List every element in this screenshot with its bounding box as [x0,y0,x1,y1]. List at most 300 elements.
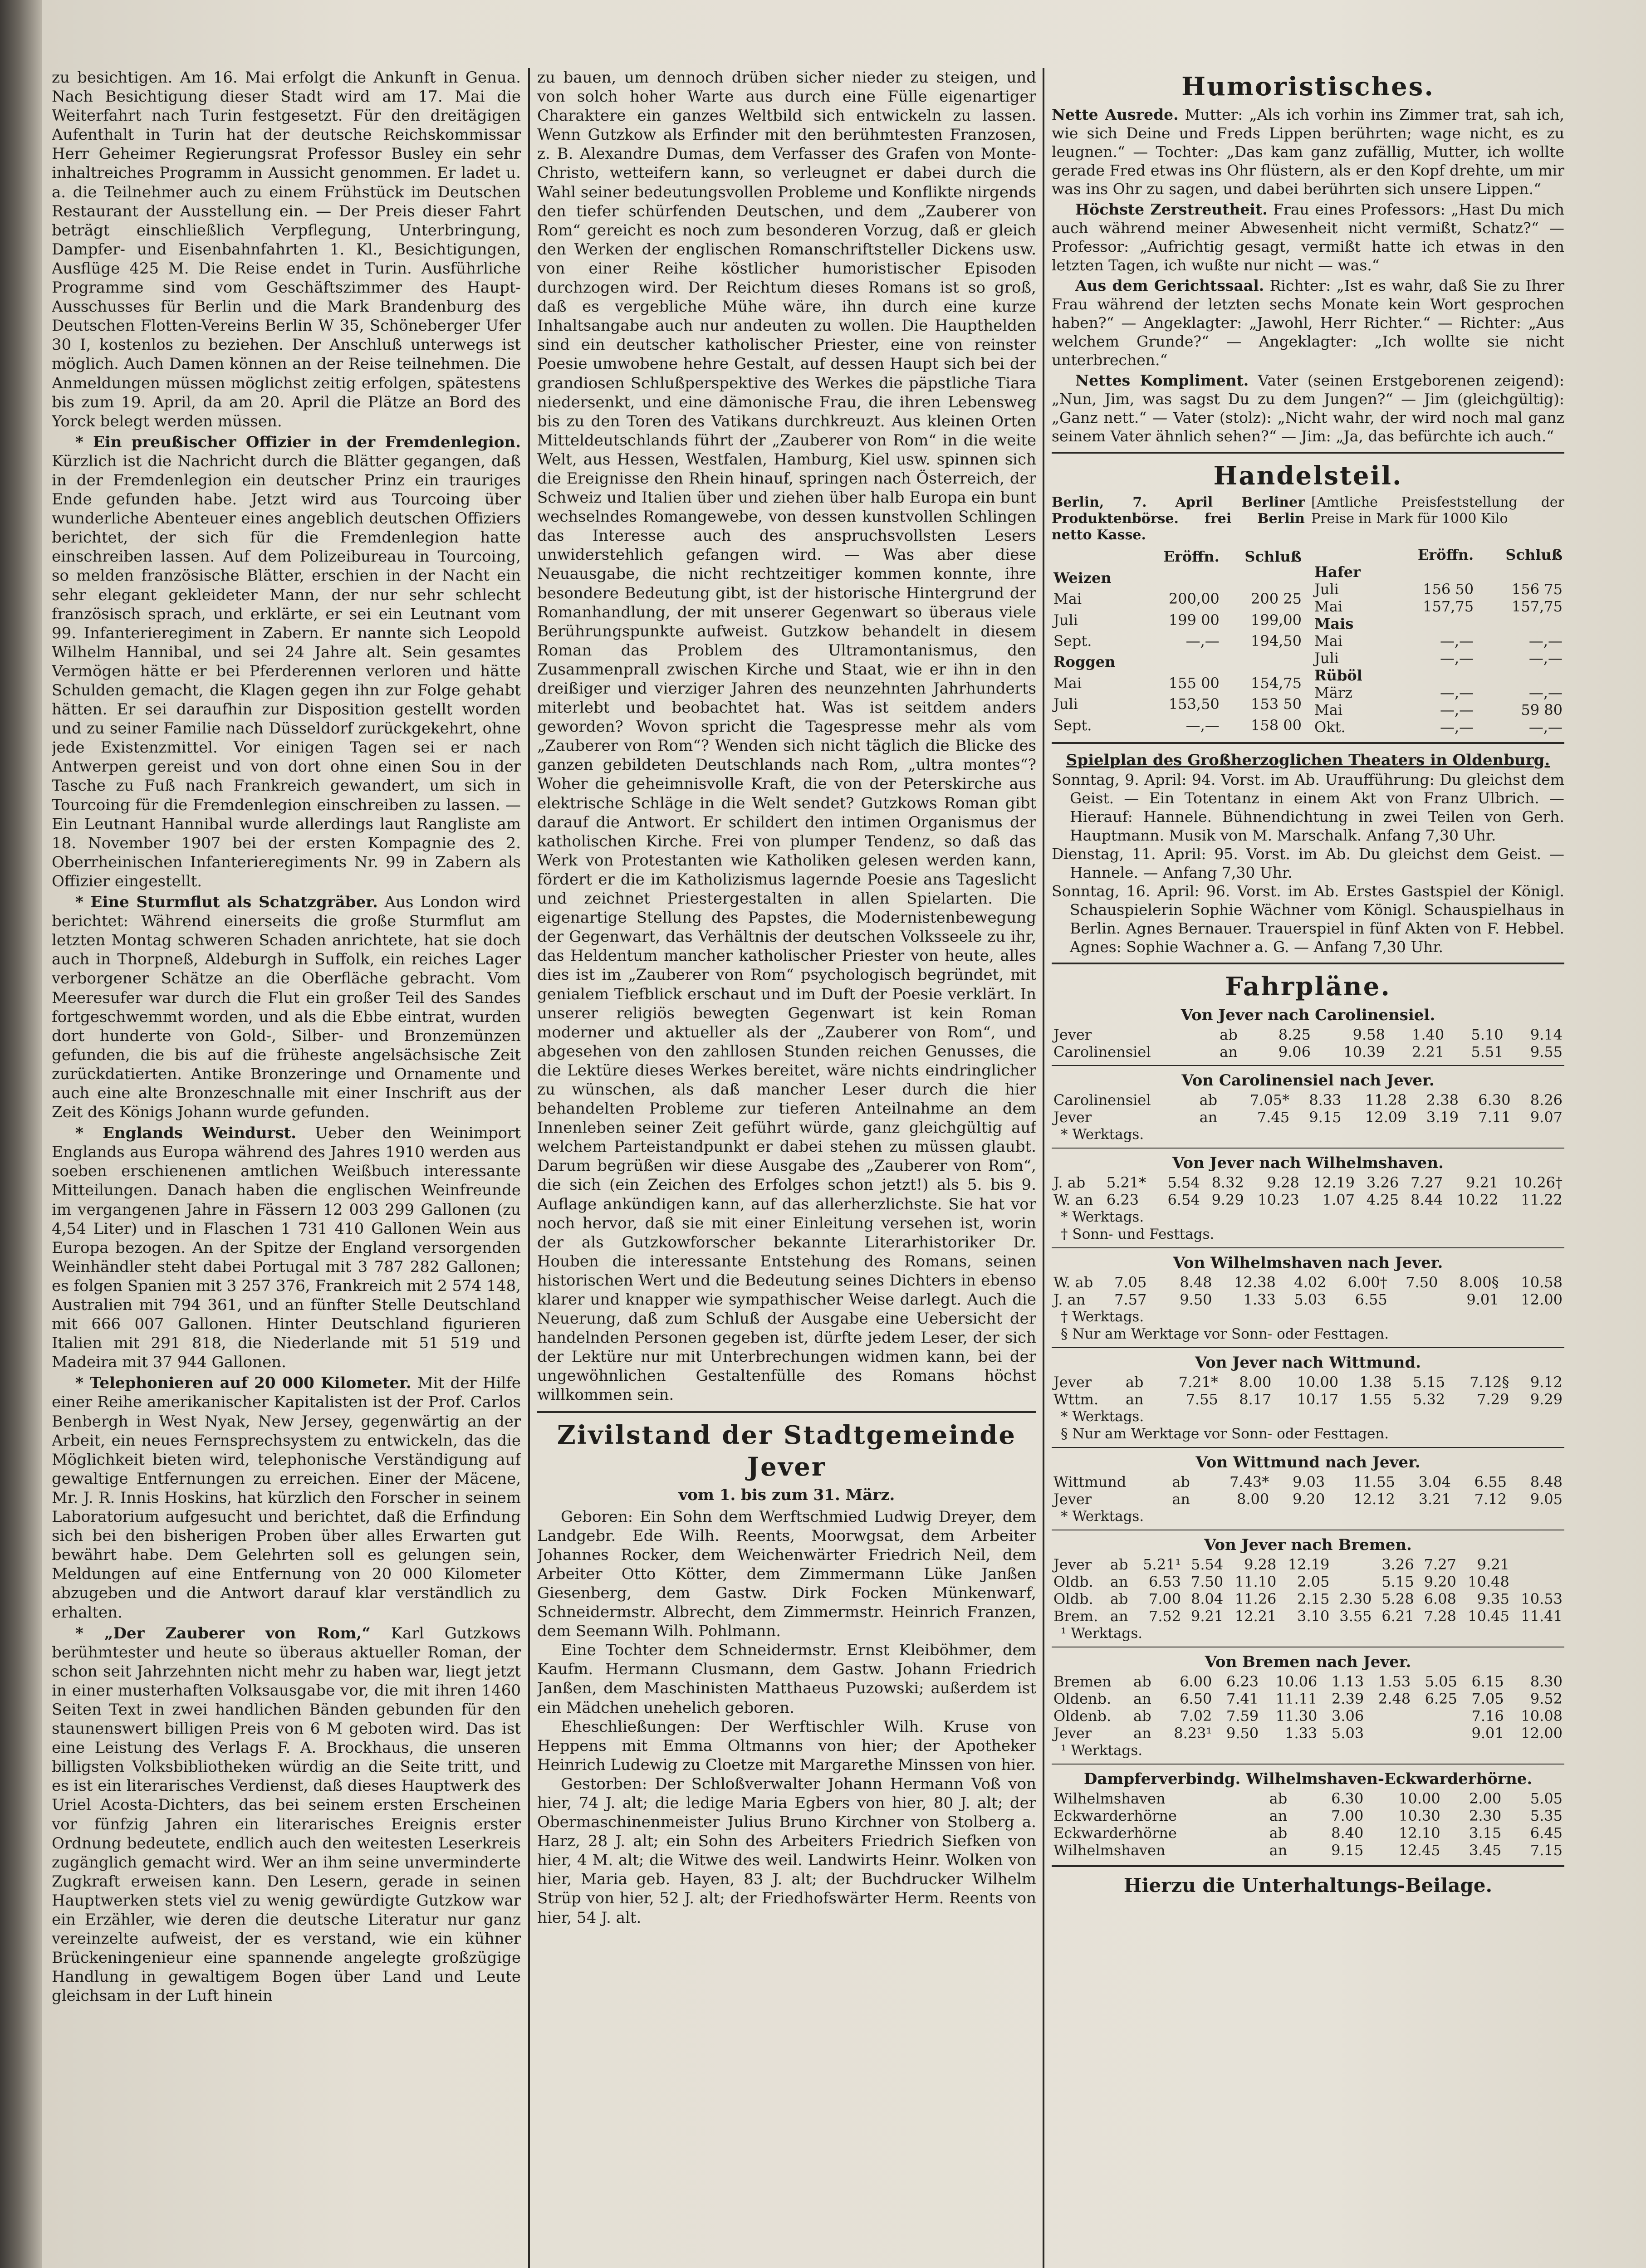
section-rule [1052,452,1564,454]
time-cell: 10.45 [1468,1608,1509,1625]
time-cell: ab [1133,1673,1151,1690]
time-cell: 10.22 [1456,1191,1499,1208]
book-gutter [0,0,42,2268]
station-name: Jever [1053,1374,1092,1391]
route-row [1052,1291,1564,1308]
time-cell: 10.00 [1398,1790,1440,1807]
dampfer-title: Dampferverbindg. Wilhelmshaven-Eckwarderhörne. [1083,1770,1533,1788]
time-cell: 3.06 [1331,1707,1364,1725]
route-row [1052,1374,1564,1391]
handel-header-schluss: Schluß [1244,548,1302,566]
time-cell: 6.00 [1180,1673,1212,1690]
time-cell: 7.05* [1249,1091,1290,1109]
station-name: W. ab [1053,1274,1093,1291]
time-cell: 2.15 [1297,1590,1330,1608]
station-name: Jever [1053,1556,1092,1573]
article-heading: * „Der Zauberer von Rom,“ [75,1624,371,1642]
handel-row [1052,673,1303,694]
handel-intro-left: Berlin, 7. April Berliner Produktenbörse. frei Berlin netto Kasse. [1052,494,1305,543]
station-name: Jever [1053,1491,1092,1508]
time-cell: 5.03 [1331,1725,1364,1742]
handel-eroeffn: 200,00 [1168,590,1220,608]
handel-row [1313,632,1564,650]
time-cell: 9.07 [1530,1109,1563,1126]
time-cell: 9.55 [1530,1043,1563,1061]
time-cell: 5.05 [1425,1673,1457,1690]
route-rule [1052,1148,1564,1149]
route-table [1052,1374,1564,1408]
time-cell: 10.53 [1521,1590,1563,1608]
port-name: Wilhelmshaven [1053,1790,1166,1807]
handel-eroeffn: 153,50 [1168,695,1220,713]
route-title: Von Wilhelmshaven nach Jever. [1173,1254,1443,1272]
time-cell: 7.29 [1477,1391,1509,1408]
time-cell: 2.48 [1378,1690,1411,1707]
time-cell: 6.54 [1167,1191,1200,1208]
route-title: Von Wittmund nach Jever. [1195,1453,1421,1471]
handel-table-left [1052,546,1303,736]
handel-schluss: 153 50 [1251,695,1302,713]
article-text: Ueber den Weinimport Englands aus Europa während des Jahres 1910 werden aus soeben erschienenen amtlichen Weißbuch interessante Mitteilungen. Danach haben die englischen Weinfreunde im vergangenen Jahre in Fässern 12 003 299 Gallonen (zu 4,54 Liter) und in Flaschen 1 731 410 Gallonen Wein aus Europa bezogen. An der Spitze der England versorgenden Weinhändler steht dabei Portugal mit 3 787 282 Gallonen; es folgen Spanien mit 3 257 376, Frankreich mit 2 574 148, Australien mit 794 361, und an fünfter Stelle Deutschland mit 666 007 Gallonen. Hinter Deutschland figurieren Italien mit 291 818, die Niederlande mit 51 519 und Madeira mit 37 944 Gallonen. [52,1124,521,1372]
humor-text: Mutter: „Als ich vorhin ins Zimmer trat, sah ich, wie sich Deine und Freds Lippen berührten; wage nicht, es zu leugnen.“ — Tochter: „Das kam ganz zufällig, Mutter, ich wollte gerade Fred etwas ins Ohr flüstern, als er den Kopf drehte, um mir was ins Ohr zu sagen, und dabei berührten sich unsere Lippen.“ [1052,106,1564,198]
time-cell: 11.22 [1521,1191,1563,1208]
section-rule [1052,1764,1564,1765]
time-cell: 8.48 [1180,1274,1212,1291]
zivilstand-title: Zivilstand der Stadtgemeinde Jever [557,1420,1017,1482]
route-row [1052,1473,1564,1491]
time-cell [1366,1707,1412,1725]
time-cell: 7.00 [1148,1590,1181,1608]
time-cell: 9.21 [1191,1608,1224,1625]
handel-label: Roggen [1053,653,1116,671]
time-cell: 9.03 [1292,1473,1325,1491]
theater-entry: Dienstag, 11. April: 95. Vorst. im Ab. Du gleichst dem Geist. — Hannele. — Anfang 7,30 Uhr. [1052,845,1564,881]
humor-text: Richter: „Ist es wahr, daß Sie zu Ihrer Frau während der letzten sechs Monate kein Wort gesprochen haben?“ — Angeklagter: „Jawohl, Herr Richter.“ — Richter: „Aus welchem Grunde?“ — Angeklagter: „Ich wollte sie nicht unterbrechen.“ [1052,277,1564,369]
port-name: Wilhelmshaven [1053,1842,1166,1859]
time-cell: 1.53 [1378,1673,1411,1690]
handel-label: Hafer [1314,563,1361,581]
handel-row [1052,651,1303,672]
time-cell: 8.40 [1331,1824,1364,1842]
route-row [1052,1174,1564,1191]
handel-eroeffn [1388,667,1475,684]
station-name: Bremen [1053,1673,1112,1690]
route-row [1052,1091,1564,1109]
time-cell: ab [1110,1590,1128,1608]
time-cell: 5.51 [1471,1043,1504,1061]
route-title: Von Jever nach Wittmund. [1195,1354,1421,1372]
time-cell: 9.58 [1352,1026,1385,1043]
route-rule [1052,1447,1564,1448]
time-cell: 9.01 [1471,1725,1504,1742]
article-heading: * Eine Sturmflut als Schatzgräber. [75,893,378,912]
route-title: Von Jever nach Wilhelmshaven. [1172,1154,1444,1172]
time-cell: 8.17 [1239,1391,1272,1408]
time-cell: 8.30 [1530,1673,1563,1690]
time-cell: 1.40 [1411,1026,1445,1043]
article-paragraph [52,1124,521,1372]
handel-schluss [1475,667,1564,684]
handel-eroeffn: 157,75 [1423,598,1474,615]
handel-label: Mais [1314,615,1354,632]
time-cell: 9.01 [1466,1291,1499,1308]
handel-row [1052,588,1303,609]
time-cell: 6.53 [1148,1573,1181,1590]
time-cell [1412,1707,1459,1725]
handel-eroeffn: —,— [1440,701,1474,719]
time-cell: 7.21* [1178,1374,1218,1391]
time-cell: an [1110,1573,1128,1590]
time-cell: 11.28 [1365,1091,1407,1109]
handel-eroeffn [1388,615,1475,632]
time-cell: 3.26 [1366,1174,1399,1191]
time-cell: 6.23 [1226,1673,1259,1690]
time-cell: 5.54 [1191,1556,1224,1573]
time-cell: 5.28 [1381,1590,1414,1608]
time-cell: ab [1269,1824,1288,1842]
handel-schluss [1221,567,1303,588]
time-cell: 3.26 [1381,1556,1414,1573]
time-cell: 7.16 [1471,1707,1504,1725]
time-cell: 10.06 [1275,1673,1318,1690]
time-cell: 2.30 [1339,1590,1372,1608]
time-cell: 7.55 [1186,1391,1218,1408]
theater-entry: Sonntag, 9. April: 94. Vorst. im Ab. Uraufführung: Du gleichst dem Geist. — Ein Totentanz in einem Akt von Franz Ulbrich. — Hierauf: Hannele. Bühnendichtung in zwei Teilen von Gerh. Hauptmann. Musik von M. Marschalk. Anfang 7,30 Uhr. [1052,771,1564,844]
article-text: Mit der Hilfe einer Reihe amerikanischer Kapitalisten ist der Prof. Carlos Benbergh in West Nyak, New Jersey, gegenwärtig an der Arbeit, ein neues Fernsprechsystem zu entwickeln, das die Möglichkeit bieten wird, telephonische Verständigung auf gewaltige Entfernungen zu erreichen. Einer der Mäcene, Mr. J. R. Innis Hoskins, hat kürzlich den Forscher in seinem Laboratorium aufgesucht und berichtet, daß die Erfindung sich bei den bisherigen Proben über alles Erwarten gut bewährt habe. Dem Gelehrten soll es gelungen sein, Meldungen auf eine Entfernung von 20 000 Kilometer abzugeben und die Antwort darauf klar verständlich zu erhalten. [52,1374,521,1622]
time-cell: 5.21* [1106,1174,1146,1191]
handel-label: Rüböl [1314,667,1362,684]
route-row [1052,1274,1564,1291]
route-table [1052,1091,1564,1126]
article-heading: * Telephonieren auf 20 000 Kilometer. [75,1374,412,1393]
handel-eroeffn: —,— [1440,684,1474,701]
time-cell: 12.38 [1234,1274,1276,1291]
time-cell: 8.00§ [1459,1274,1499,1291]
route-title: Von Carolinensiel nach Jever. [1181,1071,1435,1090]
fahrplan-title: Fahrpläne. [1225,972,1391,1002]
handel-eroeffn: 199 00 [1168,611,1220,629]
time-cell: 9.50 [1226,1725,1259,1742]
station-name: Jever [1053,1026,1092,1043]
route-row [1052,1725,1564,1742]
route-row [1052,1026,1564,1043]
route-table [1052,1174,1564,1208]
time-cell: 2.21 [1411,1043,1445,1061]
handel-schluss: —,— [1528,650,1563,667]
column-rule-1 [528,68,530,2268]
station-name: Oldb. [1053,1573,1093,1590]
handel-tables [1052,546,1564,736]
route-row [1052,1608,1564,1625]
dampfer-row [1052,1807,1564,1824]
handel-schluss: —,— [1528,719,1563,736]
handel-eroeffn [1388,563,1475,581]
article-text: Karl Gutzkows berühmtester und heute so überaus aktueller Roman, der schon seit Jahrzehnten nicht mehr zu haben war, liegt jetzt in einer musterhaften Volksausgabe vor, die mit ihren 1460 Seiten Text in zwei handlichen Bänden gebunden für den staunenswert billigen Preis von 6 M geboten wird. Das ist eine Leistung des Verlags F. A. Brockhaus, die unseren billigsten Volksbibliotheken würdig an die Seite tritt, und es ist ein literarisches Verdienst, daß dieses Hauptwerk des Uriel Acosta-Dichters, das bei seinem ersten Erscheinen vor fünfzig Jahren ein literarisches Ereignis erster Ordnung bedeutete, endlich auch den weitesten Leserkreis zugänglich gemacht wird. Wer an ihm seine unverminderte Zugkraft erweisen kann. Den Lesern, gerade in seinen Hauptwerken stets viel zu wenig gewürdigte Gutzkow war ein Erzähler, wie deren die deutsche Literatur nur ganz vereinzelte aufweist, der es verstand, wie ein kühner Brückeningenieur eine spannende angelegte großzügige Handlung in gewaltigem Bogen über Land und Leute gleichsam in der Luft hinein [52,1624,521,2005]
time-cell: 7.02 [1180,1707,1212,1725]
handel-eroeffn: 155 00 [1168,674,1220,692]
time-cell: 7.15 [1530,1842,1563,1859]
footer-note: Hierzu die Unterhaltungs-Beilage. [1123,1874,1493,1897]
humor-heading: Höchste Zerstreutheit. [1075,200,1268,218]
humor-title: Humoristisches. [1181,72,1435,102]
article-heading: * Englands Weindurst. [75,1124,297,1143]
time-cell: 9.28 [1267,1174,1299,1191]
time-cell: 7.11 [1478,1109,1511,1126]
time-cell: 6.55 [1474,1473,1507,1491]
time-cell: 12.45 [1398,1842,1440,1859]
handel-schluss: —,— [1528,684,1563,701]
route-rule [1052,1065,1564,1066]
station-name: Brem. [1053,1608,1098,1625]
time-cell: 6.15 [1471,1673,1504,1690]
handel-header-blank [1052,546,1141,567]
route-row [1052,1491,1564,1508]
handel-schluss: 199,00 [1251,611,1302,629]
route-row [1052,1191,1564,1208]
zivilstand-paragraph: Eine Tochter dem Schneidermstr. Ernst Kleiböhmer, dem Kaufm. Hermann Clusmann, dem Gastw. Johann Friedrich Janßen, dem Maschinisten Matthaeus Puzowski; außerdem ist ein Mädchen unehelich geboren. [537,1641,1036,1717]
time-cell: 9.14 [1530,1026,1563,1043]
route-note: † Sonn- und Festtags. [1061,1226,1215,1242]
time-cell: 6.00† [1347,1274,1387,1291]
time-cell: 8.44 [1410,1191,1443,1208]
handel-schluss [1221,651,1303,672]
time-cell: ab [1220,1026,1238,1043]
time-cell: 11.41 [1521,1608,1563,1625]
time-cell: 5.21¹ [1143,1556,1181,1573]
route-title: Von Jever nach Bremen. [1204,1536,1412,1554]
time-cell: an [1199,1109,1218,1126]
time-cell: 9.06 [1278,1043,1311,1061]
station-name: J. ab [1053,1174,1086,1191]
zivilstand-paragraph: Eheschließungen: Der Werftischler Wilh. Kruse von Heppens mit Emma Oltmanns von hier; der Apotheker Heinrich Ludewig zu Cloetze mit Margarethe Minssen von hier. [537,1717,1036,1774]
time-cell: 3.19 [1426,1109,1459,1126]
time-cell: 5.10 [1471,1026,1504,1043]
station-name: Carolinensiel [1053,1043,1151,1061]
zauberer-continuation [537,68,1036,1405]
time-cell: 9.12 [1530,1374,1563,1391]
theater-title: Spielplan des Großherzoglichen Theaters in Oldenburg. [1066,751,1550,769]
handel-row [1313,650,1564,667]
time-cell: 7.12 [1474,1491,1507,1508]
humor-item [1052,200,1564,274]
article-text: Aus London wird berichtet: Während einerseits die große Sturmflut am letzten Montag schweren Schaden anrichtete, hat sie doch auch in Thorpneß, Aldeburgh in Suffolk, ein reiches Lager verborgener Schätze an die Oberfläche gebracht. Vom Meeresufer war durch die Flut ein großer Teil des Sandes fortgeschwemmt worden, und als die Ebbe eintrat, wurden dort hunderte von Gold-, Silber- und Bronzemünzen gefunden, die bis auf die früheste angelsächsische Zeit zurückdatierten. Antike Bronzeringe und Ornamente und auch eine alte Bronzeschnalle mit einer Inschrift aus der Zeit des Königs Johann wurde gefunden. [52,893,521,1122]
time-cell: ab [1199,1091,1218,1109]
time-cell: 7.00 [1331,1807,1364,1824]
handel-header-blank [1313,546,1388,563]
handel-eroeffn: —,— [1440,719,1474,736]
time-cell: 7.50 [1406,1274,1438,1291]
handel-label: Sept. [1053,716,1092,734]
route-note: * Werktags. [1061,1408,1144,1425]
handel-row [1313,615,1564,632]
handel-row [1313,563,1564,581]
time-cell: 1.07 [1322,1191,1355,1208]
handel-row [1052,609,1303,630]
time-cell: 4.25 [1366,1191,1399,1208]
time-cell: ab [1172,1473,1190,1491]
handel-schluss: 59 80 [1521,701,1563,719]
time-cell: 8.23¹ [1174,1725,1212,1742]
time-cell: 7.57 [1114,1291,1147,1308]
section-rule [1052,963,1564,964]
route-table [1052,1473,1564,1508]
time-cell: 9.21 [1466,1174,1499,1191]
route-rule [1052,1347,1564,1348]
handel-header-eroeffn: Eröffn. [1163,548,1220,566]
route-rule [1052,1247,1564,1248]
time-cell: 11.26 [1234,1590,1277,1608]
article-paragraph [52,893,521,1122]
route-row [1052,1573,1564,1590]
handel-row [1313,684,1564,701]
route-row [1052,1707,1564,1725]
time-cell: 2.30 [1469,1807,1502,1824]
station-name: Carolinensiel [1053,1091,1151,1109]
zivilstand-subtitle: vom 1. bis zum 31. März. [678,1486,895,1504]
zivilstand-body [537,1507,1036,1927]
time-cell: 6.30 [1478,1091,1511,1109]
column-2 [537,68,1036,2268]
handel-row [1313,667,1564,684]
time-cell: ab [1110,1556,1128,1573]
time-cell [1331,1573,1373,1590]
time-cell: 3.45 [1469,1842,1502,1859]
time-cell: 6.45 [1530,1824,1563,1842]
time-cell: 11.55 [1353,1473,1395,1491]
time-cell: an [1110,1608,1128,1625]
time-cell [1366,1725,1412,1742]
time-cell: 12.19 [1288,1556,1330,1573]
zivilstand-paragraph: Gestorben: Der Schloßverwalter Johann Hermann Voß von hier, 74 J. alt; die ledige Maria Egbers von hier, 80 J. alt; der Obermaschinenmeister Julius Bruno Kirchner von Stolberg a. Harz, 28 J. alt; ein Sohn des Arbeiters Friedrich Siefken von hier, 4 M. alt; die Witwe des weil. Landwirts Heinr. Wolken von hier, Maria geb. Hayen, 83 J. alt; der Buchdrucker Wilhelm Strüp von hier, 52 J. alt; der Friedhofswärter Herm. Reents von hier, 54 J. alt. [537,1774,1036,1927]
time-cell [1389,1291,1440,1308]
handel-schluss: 157,75 [1512,598,1563,615]
station-name: Oldb. [1053,1590,1093,1608]
handel-eroeffn: 156 50 [1423,581,1474,598]
dampfer-table [1052,1790,1564,1859]
time-cell: an [1220,1043,1238,1061]
time-cell: ab [1125,1374,1144,1391]
time-cell: 11.11 [1275,1690,1318,1707]
time-cell: 3.15 [1469,1824,1502,1842]
time-cell: ab [1133,1707,1151,1725]
time-cell: 6.25 [1425,1690,1457,1707]
time-cell: 8.48 [1530,1473,1563,1491]
time-cell: 9.29 [1211,1191,1244,1208]
time-cell: 8.26 [1530,1091,1563,1109]
humor-item [1052,105,1564,198]
station-name: Jever [1053,1725,1092,1742]
route-row [1052,1109,1564,1126]
route-note: § Nur am Werktage vor Sonn- oder Festtagen. [1061,1326,1389,1342]
handel-header-eroeffn: Eröffn. [1417,546,1474,563]
time-cell: 2.05 [1297,1573,1330,1590]
time-cell: 10.17 [1297,1391,1339,1408]
handel-eroeffn: —,— [1440,632,1474,650]
handel-eroeffn [1141,567,1221,588]
article-paragraph: zu bauen, um dennoch drüben sicher nieder zu steigen, und von solch hoher Warte aus durch eine Fülle eigenartiger Charaktere ein ganzes Weltbild sich entwickeln zu lassen. Wenn Gutzkow als Erfinder mit den berühmtesten Franzosen, z. B. Alexandre Dumas, dem Verfasser des Grafen von Monte-Christo, wetteifern kann, so verleugnet er dabei durch die Wahl seiner bedeutungsvollen Probleme und Konflikte nirgends den tiefer schürfenden Deutschen, und dem „Zauberer von Rom“ gereicht es noch zum besonderen Vorzug, daß er gleich den Werken der englischen Romanschriftsteller Dickens usw. von einer Reihe köstlicher humoristischer Episoden durchzogen wird. Der Reichtum dieses Romans ist so groß, daß es vergebliche Mühe wäre, ihn durch eine kurze Inhaltsangabe auch nur andeuten zu wollen. Die Haupthelden sind ein deutscher katholischer Priester, eine von reinster Poesie umwobene hehre Gestalt, auf dessen Haupt sich bei der grandiosen Schlußperspektive des Werkes die päpstliche Tiara niedersenkt, und eine dämonische Frau, die ihren Lebensweg bis zu den Toren des Vatikans durchkreuzt. Aus kleinen Orten Mitteldeutschlands führt der „Zauberer von Rom“ in die weite Welt, aus Hessen, Westfalen, Hamburg, Kiel usw. spinnen sich die Ereignisse den Rhein hinauf, springen nach Österreich, der Schweiz und Italien über und ziehen über halb Europa ein bunt wechselndes Romangewebe, von dessen kunstvollen Schlingen das Interesse auch des anspruchsvollsten Lesers unwiderstehlich gefangen wird. — Was aber diese Neuausgabe, die nicht rechtzeitiger kommen konnte, ihre besondere Bedeutung gibt, ist der historische Hintergrund der Romanhandlung, der mit unserer Gegenwart so überaus viele Berührungspunkte aufweist. Gutzkow behandelt in diesem Roman das Problem des Ultramontanismus, den Zusammenprall zwischen Kirche und Staat, wie er ihn in den dreißiger und vierziger Jahren des neunzehnten Jahrhunderts miterlebt und beobachtet hat. Was ist seitdem anders geworden? Wovon spricht die Tagespresse mehr als vom „Zauberer von Rom“? Wenden sich nicht täglich die Blicke des ganzen gebildeten Deutschlands nach Rom, „ultra montes“? Woher die geheimnisvolle Kraft, die von der Peterskirche aus elektrische Schläge in die Welt sendet? Gutzkows Roman gibt darauf die Antwort. Er schildert den intimen Organismus der katholischen Kirche. Frei von plumper Tendenz, so daß das Werk von Protestanten wie Katholiken gelesen werden kann, fördert er die im Katholizismus lagernde Poesie ans Tageslicht und zeichnet Priestergestalten in allen Spielarten. Die eigenartige Stellung des Papstes, die Modernistenbewegung der Gegenwart, das Verhältnis der deutschen Volksseele zu ihr, das Heldentum mancher katholischer Priester von heute, alles dies ist im „Zauberer von Rom“ psychologisch begründet, mit genialem Tiefblick erschaut und im Duft der Poesie verklärt. In unserer religiös bewegten Gegenwart ist kein Roman moderner und aktueller als der „Zauberer von Rom“, und abgesehen von den zahllosen Stunden reichen Genusses, die die Lektüre dieses Werkes bereitet, wäre nichts eindringlicher zu wünschen, als daß mancher Leser durch die hier behandelten Probleme zur tieferen Anteilnahme an dem Innenleben seiner Zeit geführt würde, ganz gleichgültig auf welchem Parteistandpunkt er dabei stehen zu müssen glaubt. Darum begrüßen wir diese Ausgabe des „Zauberer von Rom“, die sich (ein Zeichen des Erfolges schon jetzt!) als 5. bis 9. Auflage ankündigen kann, auf das allerherzlichste. Sie hat vor noch hervor, daß sie mit einer Einleitung versehen ist, worin der als Gutzkowforscher bekannte Literarhistoriker Dr. Houben die interessante Entstehung des Romans, seinen historischen Wert und die Bedeutung seines Dichters in ebenso klarer und knapper wie sympathischer Weise darlegt. Auch die Neuerung, daß zum Schluß der Ausgabe eine Uebersicht der handelnden Personen gegeben ist, dürfte jedem Leser, der sich der Lektüre nur mit Unterbrechungen widmen kann, bei der ungewöhnlichen Gestaltenfülle des Romans höchst willkommen sein. [537,68,1036,1404]
handel-row [1313,581,1564,598]
time-cell: 5.32 [1412,1391,1445,1408]
time-cell: 9.15 [1331,1842,1364,1859]
humor-item [1052,371,1564,445]
time-cell: 7.45 [1257,1109,1290,1126]
time-cell: 11.10 [1234,1573,1277,1590]
time-cell: 6.50 [1180,1690,1212,1707]
time-cell: 9.35 [1477,1590,1509,1608]
route-row [1052,1043,1564,1061]
time-cell: 7.50 [1191,1573,1224,1590]
article-paragraph [52,433,521,891]
newspaper-page [42,0,1646,2268]
time-cell: 1.33 [1285,1725,1318,1742]
time-cell: 12.10 [1398,1824,1440,1842]
route-note: † Werktags. [1061,1309,1144,1325]
time-cell: 6.08 [1424,1590,1456,1608]
handel-label: Juli [1053,611,1078,629]
time-cell: 7.52 [1148,1608,1181,1625]
time-cell: 8.04 [1191,1590,1224,1608]
port-name: Eckwarderhörne [1053,1807,1177,1824]
handel-schluss: —,— [1528,632,1563,650]
column-3 [1052,68,1564,2268]
time-cell [1331,1556,1373,1573]
fahrplan-body [1052,1005,1564,1759]
time-cell: 8.32 [1211,1174,1244,1191]
column-1 [52,68,521,2268]
time-cell: 6.21 [1381,1608,1414,1625]
article-text: Kürzlich ist die Nachricht durch die Blätter gegangen, daß in der Fremdenlegion ein deutscher Prinz ein trauriges Ende gefunden habe. Jetzt wird aus Tourcoing über wunderliche Abenteuer eines angeblich deutschen Offiziers berichtet, der sich für die Fremdenlegion hatte einschreiben lassen. Auf dem Polizeibureau in Tourcoing, so melden französische Blätter, erschien in der Nacht ein sehr elegant gekleideter Mann, der nur sehr schlecht französisch sprach, und erklärte, er sei ein Leutnant vom 99. Infanterieregiment in Zabern. Er nannte sich Leopold Wilhelm Hannibal, und sei 24 Jahre alt. Sein gesamtes Vermögen hätte er bei Pferderennen verloren und hätte Schulden gemacht, die Klagen gegen ihn zur Folge gehabt hätten. Er sei daraufhin zur Disposition gestellt worden und zu seiner Familie nach Düsseldorf zurückgekehrt, ohne jede Existenzmittel. Vor einigen Tagen sei er nach Antwerpen gereist und von dort ohne einen Sou in der Tasche zu Fuß nach Frankreich gewandert, um sich in Tourcoing für die Fremdenlegion einschreiben zu lassen. — Ein Leutnant Hannibal wurde allerdings laut Rangliste am 18. November 1907 bei der ersten Kompagnie des 2. Oberrheinischen Infanterieregiments Nr. 99 in Zabern als Offizier eingestellt. [52,452,521,890]
time-cell: 3.55 [1339,1608,1372,1625]
time-cell: 5.05 [1530,1790,1563,1807]
time-cell: 7.12§ [1470,1374,1509,1391]
route-note: § Nur am Werktage vor Sonn- oder Festtagen. [1061,1426,1389,1442]
port-name: Eckwarderhörne [1053,1824,1177,1842]
time-cell: an [1125,1391,1144,1408]
time-cell: 7.27 [1424,1556,1456,1573]
handel-eroeffn [1141,651,1221,672]
route-note: * Werktags. [1061,1209,1144,1225]
theater-body [1052,770,1564,956]
handel-row [1313,598,1564,615]
route-row [1052,1690,1564,1707]
zivilstand-paragraph: Geboren: Ein Sohn dem Werftschmied Ludwig Dreyer, dem Landgebr. Ede Wilh. Reents, Moorwgsat, dem Arbeiter Johannes Rocker, dem Weichenwärter Friedrich Neil, dem Arbeiter Otto Kötter, dem Zimmermann Lüke Janßen Giesenberg, dem Gastw. Dirk Focken Münkenwarf, Schneidermstr. Albrecht, dem Zimmermstr. Heinrich Franzen, dem Seemann Wilh. Pohlmann. [537,1507,1036,1641]
station-name: J. an [1053,1291,1086,1308]
handel-header-row [1052,546,1303,567]
handel-intro-right: [Amtliche Preisfeststellung der Preise in Mark für 1000 Kilo [1311,494,1564,527]
time-cell: 4.02 [1294,1274,1327,1291]
handel-label: März [1314,684,1352,701]
time-cell: 2.38 [1426,1091,1459,1109]
time-cell [1412,1725,1459,1742]
handel-label: Weizen [1053,569,1112,587]
time-cell: 12.00 [1521,1725,1563,1742]
handel-row [1313,719,1564,736]
handel-schluss [1475,563,1564,581]
time-cell: 9.05 [1530,1491,1563,1508]
humor-text: Frau eines Professors: „Hast Du mich auch während meiner Abwesenheit nicht vermißt, Schatz?“ — Professor: „Aufrichtig gesagt, vermißt hatte ich etwas in den letzten Tagen, ich wußte nur nicht — was.“ [1052,200,1564,274]
time-cell: 12.00 [1521,1291,1563,1308]
article-paragraph [52,68,521,431]
time-cell: 8.25 [1278,1026,1311,1043]
handel-eroeffn: —,— [1186,716,1220,734]
time-cell: 10.00 [1297,1374,1339,1391]
time-cell: an [1172,1491,1190,1508]
handel-header-schluss: Schluß [1505,546,1563,563]
time-cell: 9.50 [1180,1291,1212,1308]
handel-row [1052,715,1303,736]
route-note: * Werktags. [1061,1126,1144,1143]
handel-schluss: 154,75 [1251,674,1302,692]
